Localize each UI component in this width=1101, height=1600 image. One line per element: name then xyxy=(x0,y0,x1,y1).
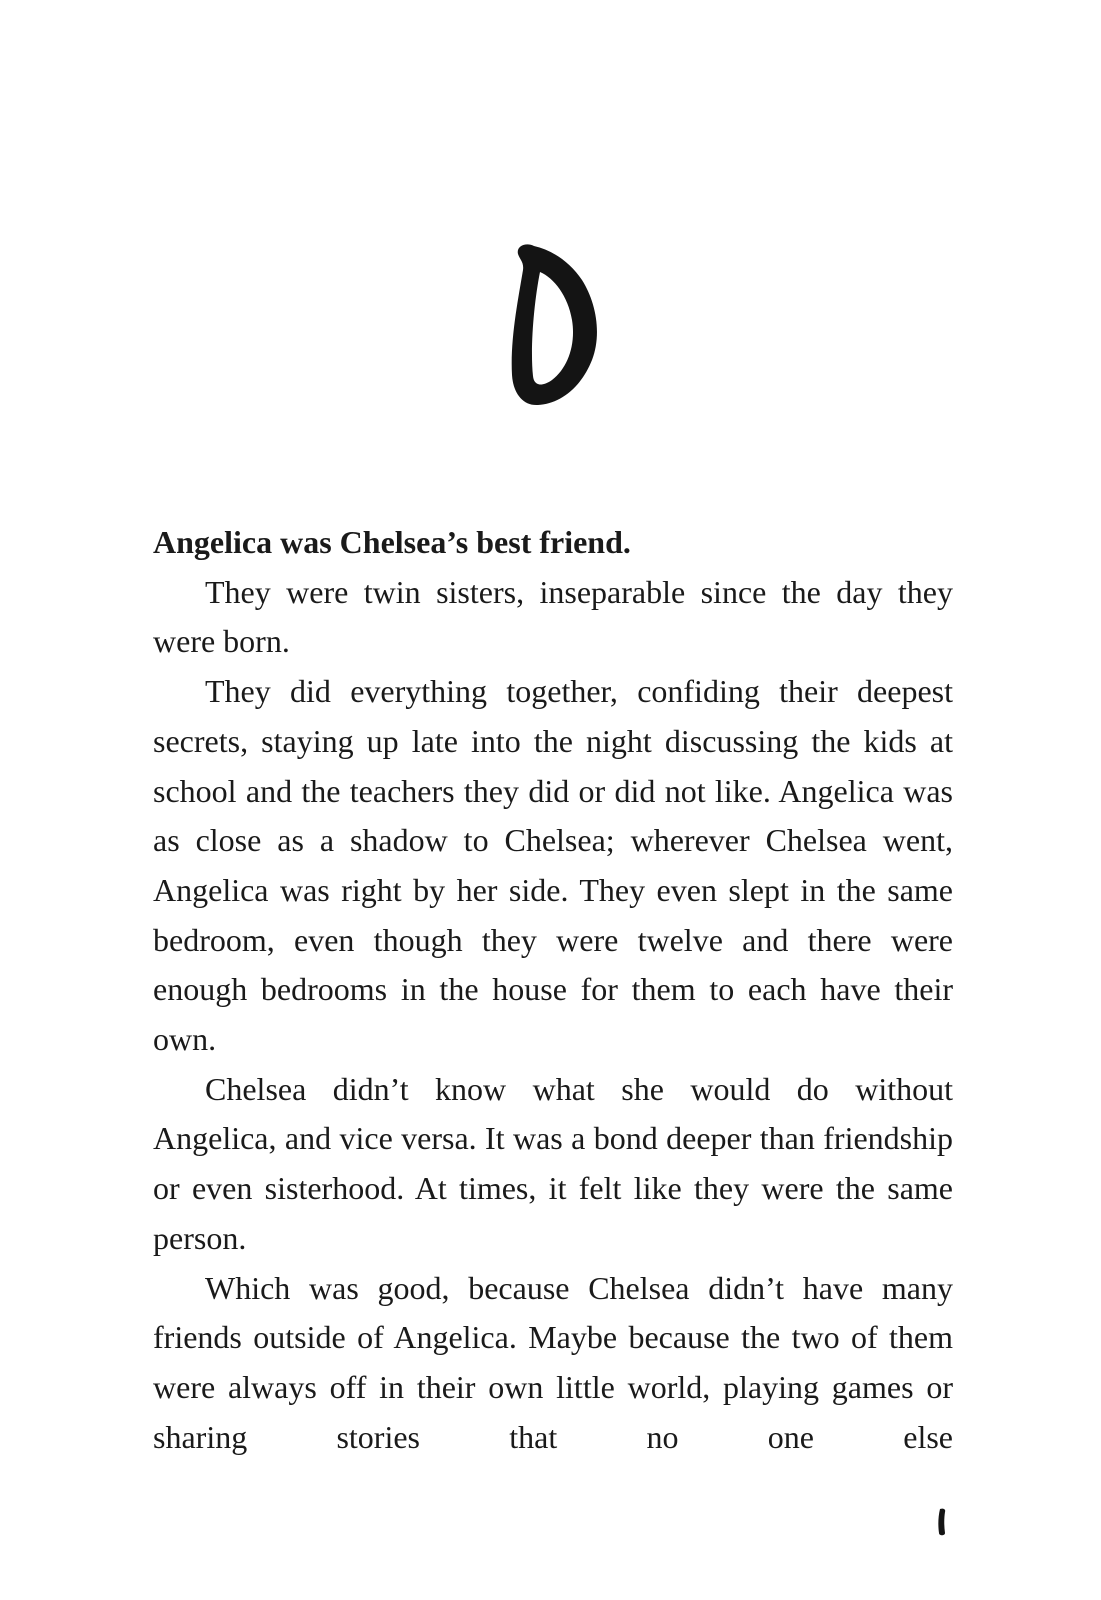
chapter-opening-line: Angelica was Chelsea’s best friend. xyxy=(153,524,631,560)
paragraph-2: They were twin sisters, inseparable since the day they were born. xyxy=(153,573,953,660)
chapter-marker-glyph xyxy=(496,240,606,410)
page-number-glyph xyxy=(935,1508,949,1536)
paragraph-1 xyxy=(153,518,953,568)
paragraph-4: Chelsea didn’t know what she would do without Angelica, and vice versa. It was a bond deeper than friendship or even sisterhood. At times, it felt like they were the same person. xyxy=(153,1070,953,1256)
paragraph-5: Which was good, because Chelsea didn’t have many friends outside of Angelica. Maybe because the two of them were always off in their own little world, playing games or sharing stories that no one else xyxy=(153,1269,953,1455)
paragraph-3: They did everything together, confiding their deepest secrets, staying up late into the night discussing the kids at school and the teachers they did or did not like. Angelica was as close as a shadow to Chelsea; wherever Chelsea went, Angelica was right by her side. They even slept in the same bedroom, even though they were twelve and there were enough bedrooms in the house for them to each have their own. xyxy=(153,673,953,1058)
chapter-marker xyxy=(0,240,1101,420)
chapter-body xyxy=(153,518,953,1462)
page-number xyxy=(932,1508,952,1536)
